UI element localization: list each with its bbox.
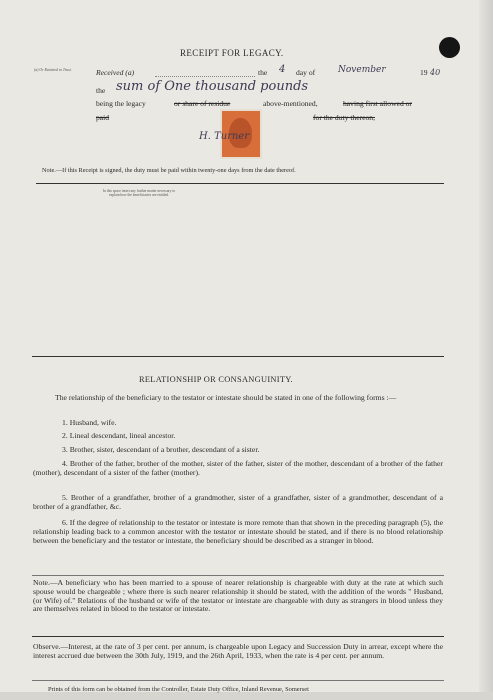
relationship-item-4: 4. Brother of the father, brother of the mother, sister of the father, sister of the mother, descendant of a brother of the father (mother), descendant of a sister of the father (mother). bbox=[33, 459, 443, 477]
paid-struck: paid bbox=[96, 113, 110, 122]
margin-note: (a) Or Retained in Trust. bbox=[34, 68, 72, 72]
relationship-item-6: 6. If the degree of relationship to the testator or intestate is more remote than that shown in the preceding paragraph (5), the relationship leading back to a common ancestor with the testator or intestate should be stated, and if there is no blood relationship between the beneficiary and the testator or intestate, the beneficiary should be described as a stranger in blood. bbox=[33, 518, 443, 545]
relationship-item-2: 2. Lineal descendant, lineal ancestor. bbox=[62, 431, 176, 440]
paper-bottom-edge bbox=[0, 692, 493, 700]
note-duty-payment: Note.—If this Receipt is signed, the duty must be paid within twenty-one days from the date thereof. bbox=[42, 167, 296, 174]
signature: H. Turner bbox=[199, 131, 250, 142]
punch-hole bbox=[439, 37, 460, 58]
divider-observe bbox=[32, 636, 444, 637]
observe-interest: Observe.—Interest, at the rate of 3 per cent. per annum, is chargeable upon Legacy and Succession Duty in arrear, except where the interest accrued due between the 30th July, 1919, and the 26th April, 1933, when the rate is 4 per cent. per annum. bbox=[33, 642, 443, 660]
having-struck: having first allowed or bbox=[343, 99, 412, 108]
day-handwritten: 4 bbox=[279, 64, 286, 75]
relationship-heading: RELATIONSHIP OR CONSANGUINITY. bbox=[139, 375, 293, 384]
being-text: being the legacy bbox=[96, 99, 146, 108]
year-printed: 19 bbox=[420, 68, 428, 77]
year-handwritten: 40 bbox=[430, 68, 441, 77]
note-spouse: Note.—A beneficiary who has been married to a spouse of nearer relationship is chargeable with duty at the rate at which such spouse would be chargeable ; where there is such nearer relationship it should be stated, with the addition of the words " Husband, (or Wife) of." Relations of the husband or wife of the testator or intestate are chargeable with duty as strangers in blood unless they are themselves related in blood to the testator or intestate. bbox=[33, 578, 443, 614]
paper-edge bbox=[479, 0, 493, 700]
relationship-item-5: 5. Brother of a grandfather, brother of a grandmother, sister of a grandfather, sister of a grandmother, descendant of a brother of a grandfather, &c. bbox=[33, 493, 443, 511]
relationship-item-1: 1. Husband, wife. bbox=[62, 418, 117, 427]
sum-handwritten: sum of One thousand pounds bbox=[116, 79, 309, 94]
relationship-item-3: 3. Brother, sister, descendant of a brother, descendant of a sister. bbox=[62, 445, 260, 454]
divider-footer bbox=[32, 680, 444, 681]
above-text: above-mentioned, bbox=[263, 99, 318, 108]
divider-middle bbox=[32, 356, 444, 357]
month-handwritten: November bbox=[338, 65, 386, 75]
received-fill-line bbox=[155, 76, 255, 77]
received-label: Received (a) bbox=[96, 68, 135, 77]
receipt-title: RECEIPT FOR LEGACY. bbox=[180, 48, 284, 58]
divider-note bbox=[32, 575, 444, 576]
day-of-label: day of bbox=[296, 68, 316, 77]
duty-struck: for the duty thereon, bbox=[313, 113, 375, 122]
space-note: In this space insert any further matter necessary to explain how the beneficiaries are entitled. bbox=[102, 189, 176, 198]
or-share-struck: or share of residue bbox=[174, 99, 231, 108]
footer-prints-note: Prints of this form can be obtained from the Controller, Estate Duty Office, Inland Revenue, Somerset bbox=[48, 686, 309, 693]
the2-label: the bbox=[96, 86, 106, 95]
relationship-intro: The relationship of the beneficiary to the testator or intestate should be stated in one of the following forms :— bbox=[55, 393, 397, 402]
the-label: the bbox=[258, 68, 268, 77]
divider-top bbox=[36, 183, 444, 184]
